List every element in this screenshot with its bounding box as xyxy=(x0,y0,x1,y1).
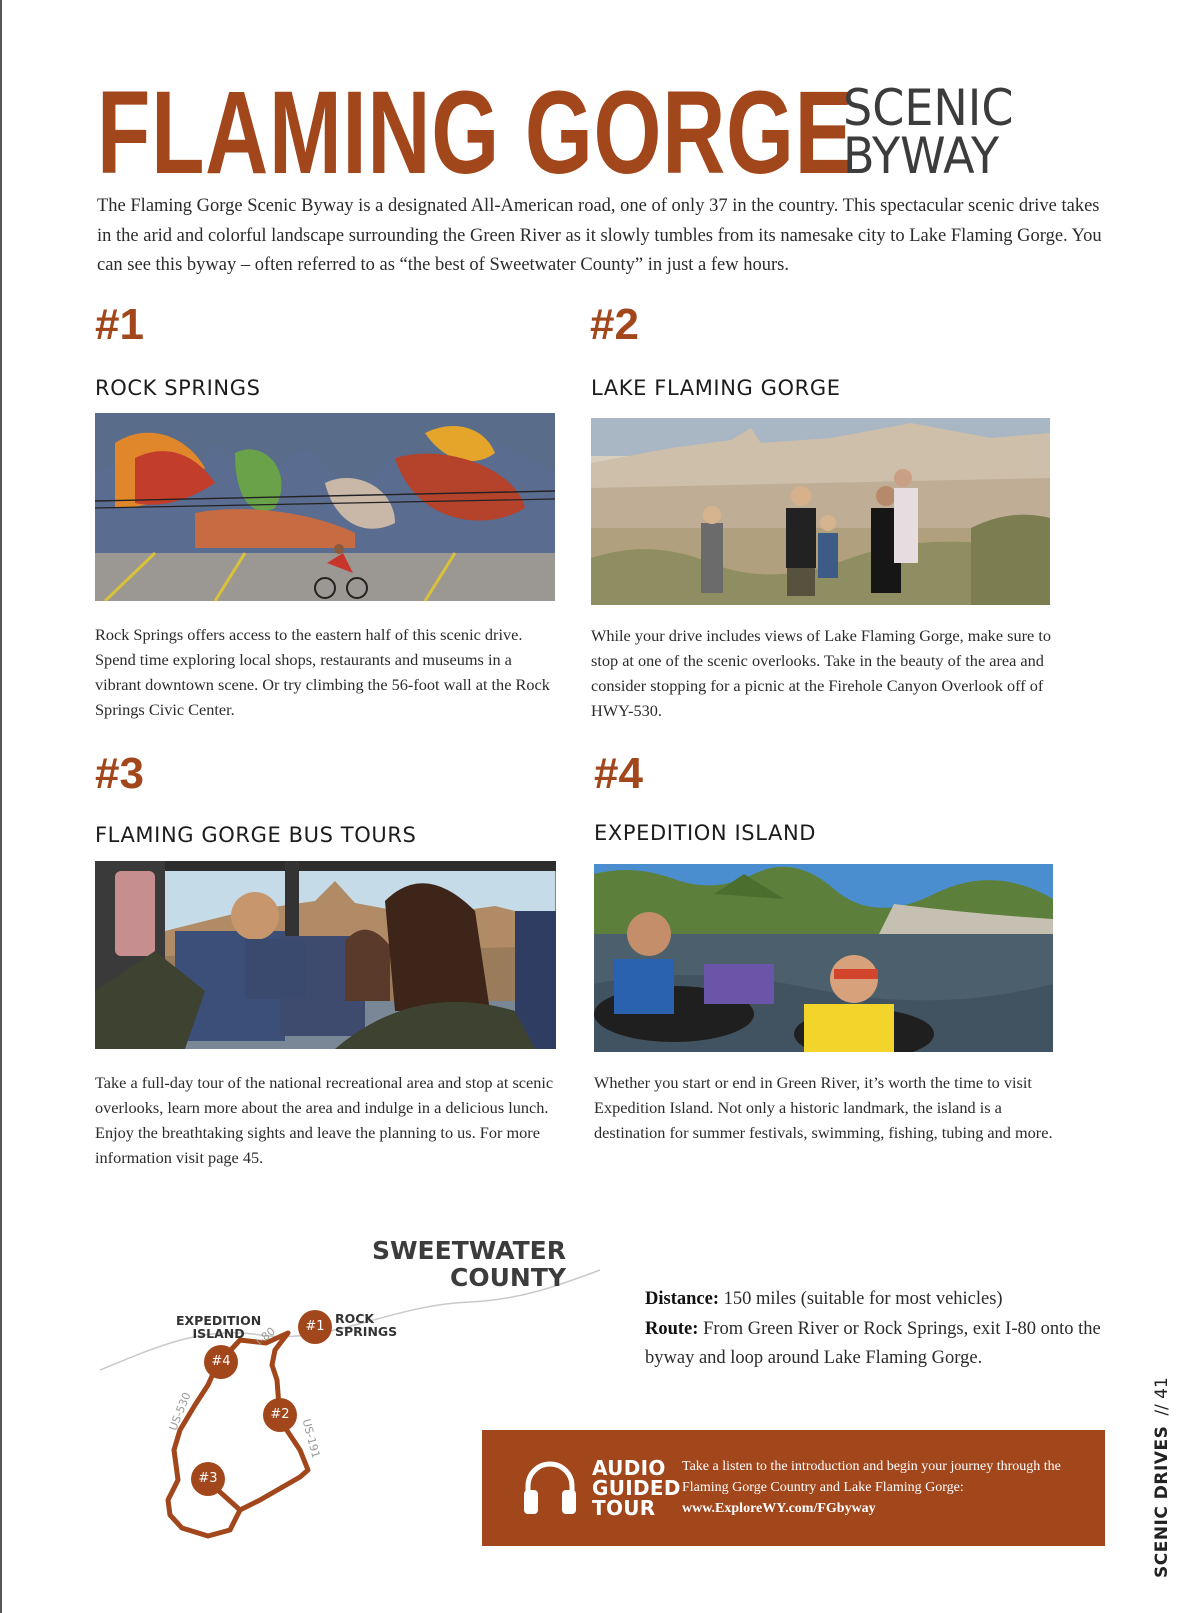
intro-paragraph: The Flaming Gorge Scenic Byway is a designated All-American road, one of only 37 in the country. This spectacular scenic drive takes in the arid and colorful landscape surrounding the Green River as it slowly tumbles from its namesake city to Lake Flaming Gorge. You can see this byway – often referred to as “the best of Sweetwater County” in just a few hours. xyxy=(97,196,1102,275)
route-label: Route: xyxy=(645,1318,699,1339)
map-label-expedition-island xyxy=(176,1314,261,1340)
byway-info xyxy=(645,1285,1115,1374)
section-number: #1 xyxy=(95,300,144,349)
map-label-line: EXPEDITION xyxy=(176,1313,262,1328)
county-line2: COUNTY xyxy=(450,1263,566,1292)
map-marker-4: #4 xyxy=(204,1345,238,1379)
county-line1: SWEETWATER xyxy=(371,1236,566,1265)
page-edge-rule xyxy=(0,0,2,1613)
section-heading: EXPEDITION ISLAND xyxy=(594,821,817,845)
map-label-line: ISLAND xyxy=(192,1326,245,1341)
map-county-title xyxy=(370,1237,566,1291)
map-label-rock-springs xyxy=(335,1312,397,1338)
audio-tour-title xyxy=(592,1458,681,1518)
map-marker-3: #3 xyxy=(191,1462,225,1496)
lake-overlook-photo xyxy=(591,418,1050,605)
title-main: FLAMING GORGE xyxy=(97,67,854,199)
page-footer xyxy=(1152,1377,1172,1578)
section-heading: FLAMING GORGE BUS TOURS xyxy=(95,823,417,847)
road-label-us191: US-191 xyxy=(299,1417,323,1460)
section-number: #4 xyxy=(594,749,643,798)
footer-section: SCENIC DRIVES xyxy=(1152,1425,1172,1578)
audio-tour-box xyxy=(482,1430,1105,1546)
route-line xyxy=(645,1315,1115,1374)
distance-label: Distance: xyxy=(645,1289,719,1309)
section-number: #3 xyxy=(95,749,144,798)
map-marker-1: #1 xyxy=(298,1310,332,1344)
section-description: Rock Springs offers access to the eastern half of this scenic drive. Spend time exploring local shops, restaurants and museums in a vibrant downtown scene. Or try climbing the 56-foot wall at the Rock Springs Civic Center. xyxy=(95,625,550,719)
section-description: Take a full-day tour of the national recreational area and stop at scenic overlooks, learn more about the area and indulge in a delicious lunch. Enjoy the breathtaking sights and leave the planning to us. For more information visit page 45. xyxy=(95,1073,554,1167)
section-heading: LAKE FLAMING GORGE xyxy=(591,376,841,400)
page-number: // 41 xyxy=(1152,1377,1172,1416)
distance-line xyxy=(645,1285,1115,1315)
river-tubing-photo xyxy=(594,864,1053,1052)
audio-title-line2: GUIDED xyxy=(592,1476,681,1500)
section-description: While your drive includes views of Lake Flaming Gorge, make sure to stop at one of the scenic overlooks. Take in the beauty of the area and consider stopping for a picnic at the Firehole Canyon Overlook off of HWY-530. xyxy=(591,626,1051,720)
subtitle-line2: BYWAY xyxy=(843,127,1000,185)
audio-tour-text xyxy=(682,1456,1082,1519)
audio-tour-link[interactable]: www.ExploreWY.com/FGbyway xyxy=(682,1501,876,1516)
road-label-i80: I-80 xyxy=(253,1324,278,1349)
bus-tour-photo xyxy=(95,861,556,1049)
audio-title-line1: AUDIO xyxy=(592,1456,666,1480)
map-label-line: SPRINGS xyxy=(335,1324,398,1339)
mural-photo xyxy=(95,413,555,601)
audio-description: Take a listen to the introduction and begin your journey through the Flaming Gorge Country and Lake Flaming Gorge: xyxy=(682,1459,1061,1495)
distance-value: 150 miles (suitable for most vehicles) xyxy=(718,1289,1003,1309)
road-label-us530: US-530 xyxy=(166,1390,194,1433)
title-subtitle xyxy=(843,79,1014,185)
section-heading: ROCK SPRINGS xyxy=(95,376,261,400)
map-marker-2: #2 xyxy=(263,1398,297,1432)
section-description: Whether you start or end in Green River, it’s worth the time to visit Expedition Island. Not only a historic landmark, the island is a destination for summer festivals, swimming, fishing, tubing and more. xyxy=(594,1073,1053,1142)
headphones-icon xyxy=(520,1458,580,1518)
audio-title-line3: TOUR xyxy=(592,1496,656,1520)
section-number: #2 xyxy=(590,300,639,349)
map-label-line: ROCK xyxy=(335,1311,375,1326)
route-value: From Green River or Rock Springs, exit I-80 onto the byway and loop around Lake Flaming Gorge. xyxy=(645,1318,1101,1368)
subtitle-line1: SCENIC xyxy=(843,79,1014,137)
